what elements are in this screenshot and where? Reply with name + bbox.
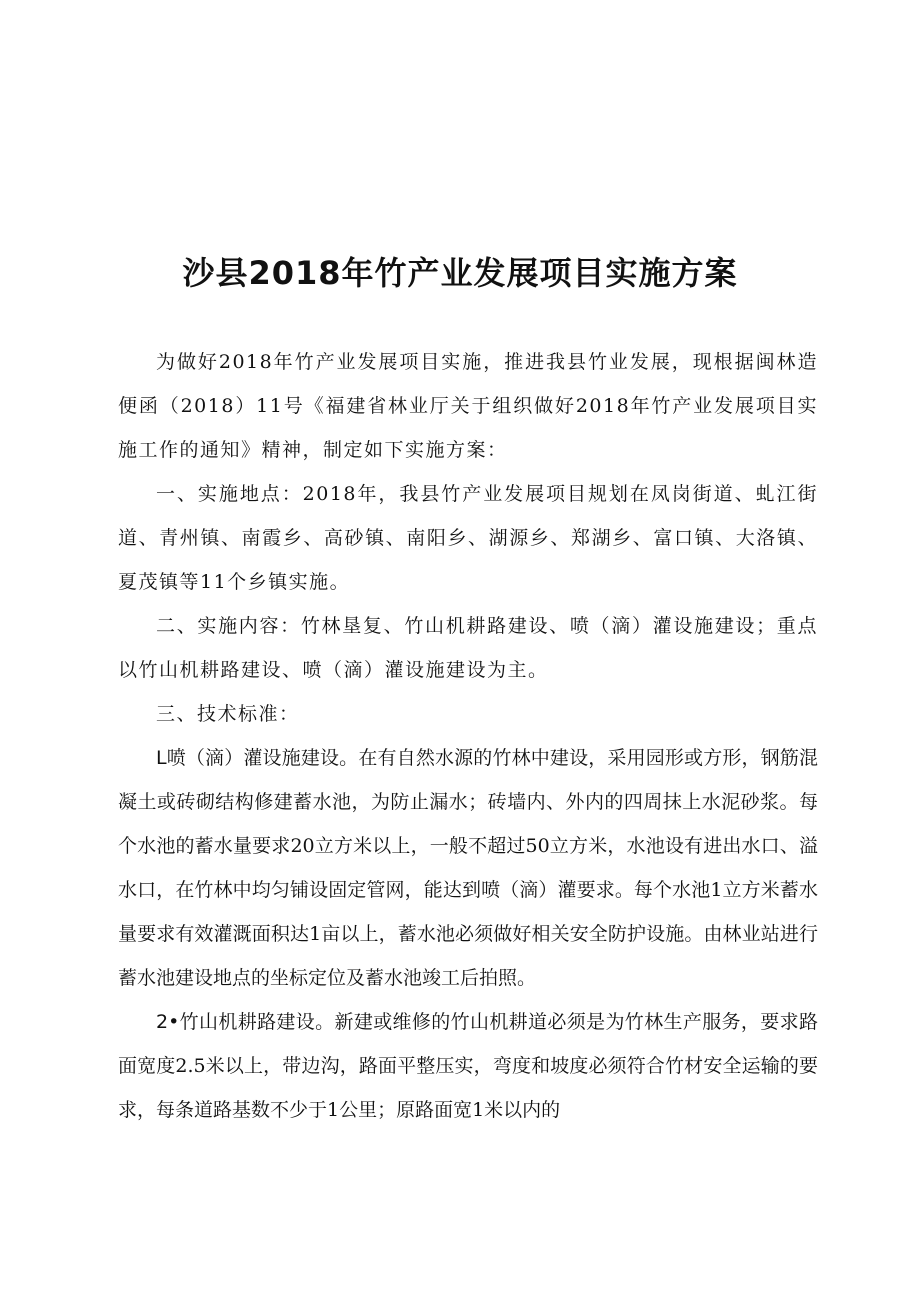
section-location-text: 一、实施地点：2018年，我县竹产业发展项目规划在凤岗街道、虬江街道、青州镇、南霞乡、高砂镇、南阳乡、湖源乡、郑湖乡、富口镇、大洛镇、夏茂镇等11个乡镇实施。 [118, 483, 818, 593]
intro-text: 为做好2018年竹产业发展项目实施，推进我县竹业发展，现根据闽林造便函（2018）11号《福建省林业厅关于组织做好2018年竹产业发展项目实施工作的通知》精神，制定如下实施方案： [118, 351, 818, 461]
irrigation-text: 在有自然水源的竹林中建设，采用园形或方形，钢筋混凝土或砖砌结构修建蓄水池，为防止漏水；砖墙内、外内的四周抹上水泥砂浆。每个水池的蓄水量要求20立方米以上，一般不超过50立方米，水池设有进出水口、溢水口，在竹林中均匀铺设固定管网，能达到喷（滴）灌要求。每个水池1立方米蓄水量要求有效灌溉面积达1亩以上，蓄水池必须做好相关安全防护设施。由林业站进行蓄水池建设地点的坐标定位及蓄水池竣工后拍照。 [118, 747, 818, 989]
section-location-paragraph [118, 472, 818, 604]
road-text: 新建或维修的竹山机耕道必须是为竹林生产服务，要求路面宽度2.5米以上，带边沟，路面平整压实，弯度和坡度必须符合竹材安全运输的要求，每条道路基数不少于1公里；原路面宽1米以内的 [118, 1011, 818, 1121]
document-title: 沙县2018年竹产业发展项目实施方案 [182, 254, 738, 293]
document-body [118, 340, 818, 1132]
irrigation-lead: L喷（滴）灌设施建设。 [156, 747, 359, 769]
section-standards-heading [118, 692, 818, 736]
road-paragraph [118, 1000, 818, 1132]
road-lead: 2•竹山机耕路建设。 [156, 1011, 335, 1033]
section-content-text: 二、实施内容：竹林垦复、竹山机耕路建设、喷（滴）灌设施建设；重点以竹山机耕路建设、喷（滴）灌设施建设为主。 [118, 615, 818, 681]
irrigation-paragraph [118, 736, 818, 1000]
section-content-paragraph [118, 604, 818, 692]
section-standards-text: 三、技术标准： [156, 703, 300, 725]
intro-paragraph [118, 340, 818, 472]
